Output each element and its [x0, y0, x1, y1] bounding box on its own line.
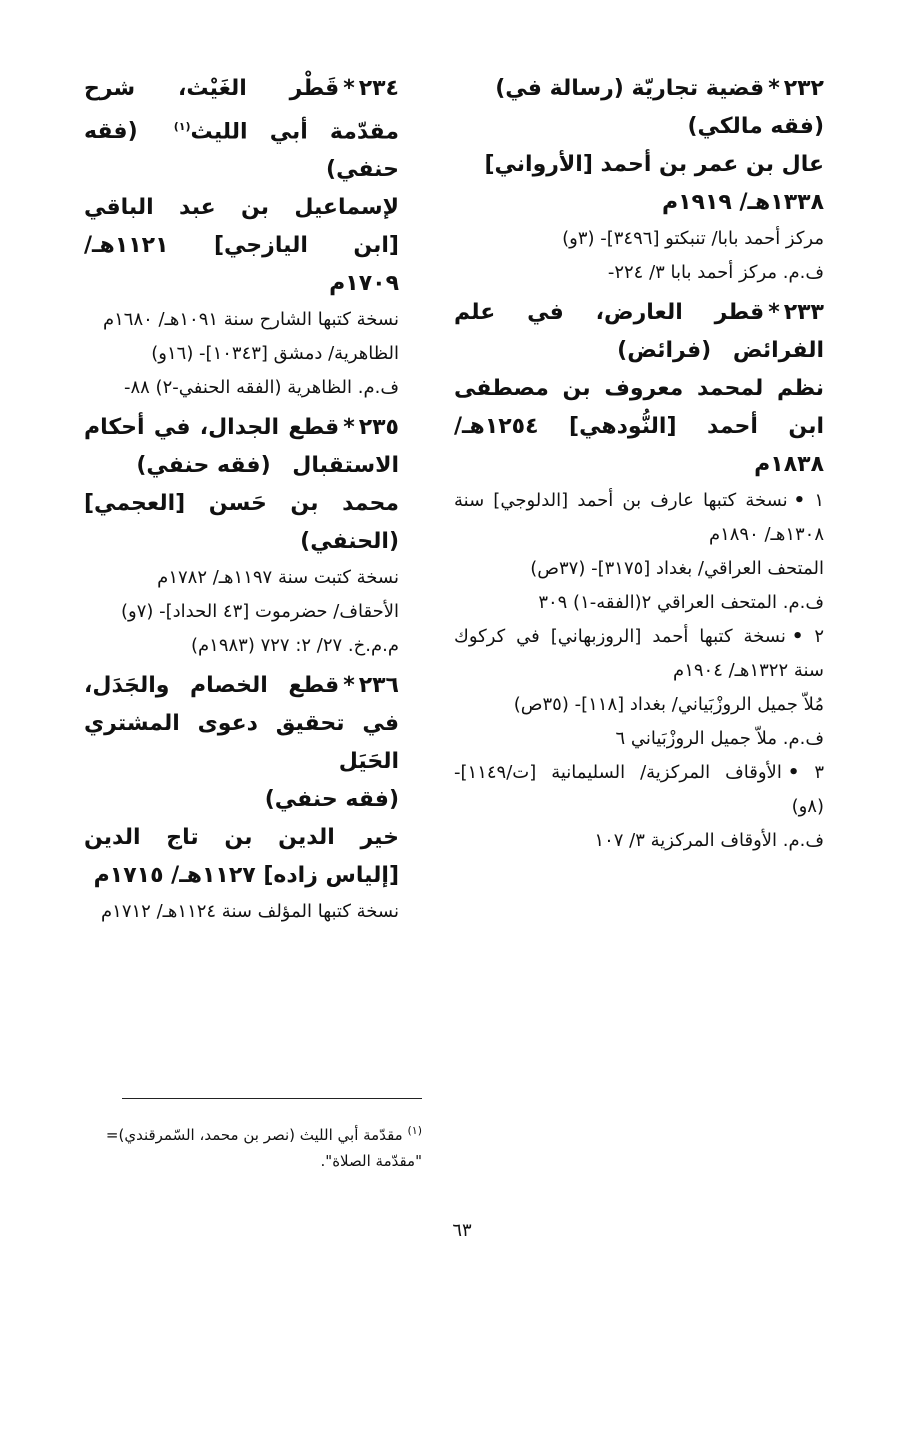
footnote — [102, 1118, 422, 1174]
copy-text — [454, 484, 824, 552]
footnote-divider — [122, 1098, 422, 1099]
star-icon: * — [343, 673, 355, 699]
left-column — [84, 70, 399, 929]
entry-235 — [84, 409, 399, 663]
entry-number: ٢٣٣ — [783, 300, 824, 325]
page-number: ٦٣ — [452, 1220, 472, 1241]
entry-232-heading — [454, 70, 824, 108]
entry-234 — [84, 70, 399, 405]
copy-text — [454, 756, 824, 824]
entry-title: قَطْر الغَيْث، شرح مقدّمة أبي الليث — [84, 76, 399, 145]
entry-title: قطع الجدال، في أحكام الاستقبال — [84, 415, 399, 479]
entry-category: (فقه مالكي) — [687, 114, 824, 139]
entry-category: (فقه حنفي) — [136, 453, 271, 479]
copy-catalog: ف.م. ملاّ جميل الروزْبَياني ٦ — [615, 728, 824, 749]
star-icon: * — [768, 76, 780, 101]
copy-index: ٢ — [814, 626, 824, 647]
entry-title: قطع الخصام والجَدَل، في تحقيق دعوى المشتري الحَيَل — [84, 673, 399, 775]
entry-catalog: م.م.خ. ٢٧/ ٢: ٧٢٧ (١٩٨٣م) — [190, 635, 399, 657]
star-icon: * — [343, 76, 355, 101]
copy-description: نسخة كتبها عارف بن أحمد [الدلوجي] سنة ١٣٠٨هـ/ ١٨٩٠م — [454, 490, 824, 545]
entry-235-heading — [84, 409, 399, 485]
bullet-icon: • — [787, 762, 800, 783]
entry-dates: ١٣٣٨هـ/ ١٩١٩م — [661, 190, 824, 215]
footnote-marker: (١) — [407, 1124, 422, 1137]
entry-233 — [454, 294, 824, 858]
entry-author: عال بن عمر بن أحمد [الأرواني] — [484, 152, 824, 177]
entry-catalog: ف.م. الظاهرية (الفقه الحنفي-٢) ٨٨- — [123, 377, 399, 399]
entry-holding: مركز أحمد بابا/ تنبكتو [٣٤٩٦]- (٣و) — [562, 228, 824, 249]
entry-holding: الظاهرية/ دمشق [١٠٣٤٣]- (١٦و) — [151, 343, 399, 365]
right-column — [454, 70, 824, 858]
entry-title: قضية تجاريّة (رسالة في) — [495, 76, 765, 101]
entry-category: (فقه حنفي) — [264, 787, 399, 813]
copy-index: ١ — [814, 490, 824, 511]
entry-number: ٢٣٥ — [358, 415, 399, 441]
entry-234-heading — [84, 70, 399, 189]
entry-author: محمد بن حَسن [العجمي] (الحنفي) — [84, 491, 399, 555]
entry-236-heading — [84, 667, 399, 781]
entry-author: لإسماعيل بن عبد الباقي [ابن اليازجي] ١١٢١هـ/ ١٧٠٩م — [84, 195, 399, 297]
entry-number: ٢٣٦ — [358, 673, 399, 699]
copy-catalog: ف.م. المتحف العراقي ٢(الفقه-١) ٣٠٩ — [538, 592, 824, 613]
copy-index: ٣ — [814, 762, 824, 783]
entry-number: ٢٣٤ — [358, 76, 399, 101]
footnote-text: مقدّمة أبي الليث (نصر بن محمد، السّمرقندي)= "مقدّمة الصلاة". — [105, 1126, 422, 1170]
footnote-ref[interactable]: (١) — [173, 120, 191, 133]
copy-holding: الأوقاف المركزية/ السليمانية [ت/١١٤٩]- (٨و) — [454, 762, 824, 817]
copy-3 — [454, 756, 824, 858]
copy-description: نسخة كتبها أحمد [الروزبهاني] في كركوك سنة ١٣٢٢هـ/ ١٩٠٤م — [454, 626, 824, 681]
copy-text — [454, 620, 824, 688]
entry-copy: نسخة كتبها الشارح سنة ١٠٩١هـ/ ١٦٨٠م — [102, 309, 399, 331]
entry-catalog: ف.م. مركز أحمد بابا ٣/ ٢٢٤- — [607, 262, 824, 283]
bullet-icon: • — [793, 490, 806, 511]
entry-236 — [84, 667, 399, 929]
entry-232 — [454, 70, 824, 290]
entry-title: قطر العارض، في علم الفرائض — [454, 300, 824, 363]
entry-copy: نسخة كتبت سنة ١١٩٧هـ/ ١٧٨٢م — [157, 567, 399, 589]
entry-233-heading — [454, 294, 824, 370]
copy-2 — [454, 620, 824, 756]
copy-holding: مُلاّ جميل الروزْبَياني/ بغداد [١١٨]- (٣٥ص) — [513, 694, 824, 715]
copy-catalog: ف.م. الأوقاف المركزية ٣/ ١٠٧ — [594, 830, 824, 851]
bullet-icon: • — [791, 626, 804, 647]
entry-holding: الأحقاف/ حضرموت [٤٣ الحداد]- (٧و) — [120, 601, 399, 623]
entry-author: نظم لمحمد معروف بن مصطفى ابن أحمد [النُّودهي] ١٢٥٤هـ/ ١٨٣٨م — [454, 376, 824, 477]
star-icon: * — [768, 300, 780, 325]
star-icon: * — [343, 415, 355, 441]
copy-1 — [454, 484, 824, 620]
entry-number: ٢٣٢ — [783, 76, 824, 101]
copy-holding: المتحف العراقي/ بغداد [٣١٧٥]- (٣٧ص) — [530, 558, 824, 579]
entry-category: (فقه حنفي) — [84, 119, 399, 183]
entry-copy: نسخة كتبها المؤلف سنة ١١٢٤هـ/ ١٧١٢م — [101, 901, 399, 923]
entry-category: (فرائض) — [617, 338, 712, 363]
entry-author: خير الدين بن تاج الدين [إلياس زاده] ١١٢٧هـ/ ١٧١٥م — [84, 825, 399, 889]
